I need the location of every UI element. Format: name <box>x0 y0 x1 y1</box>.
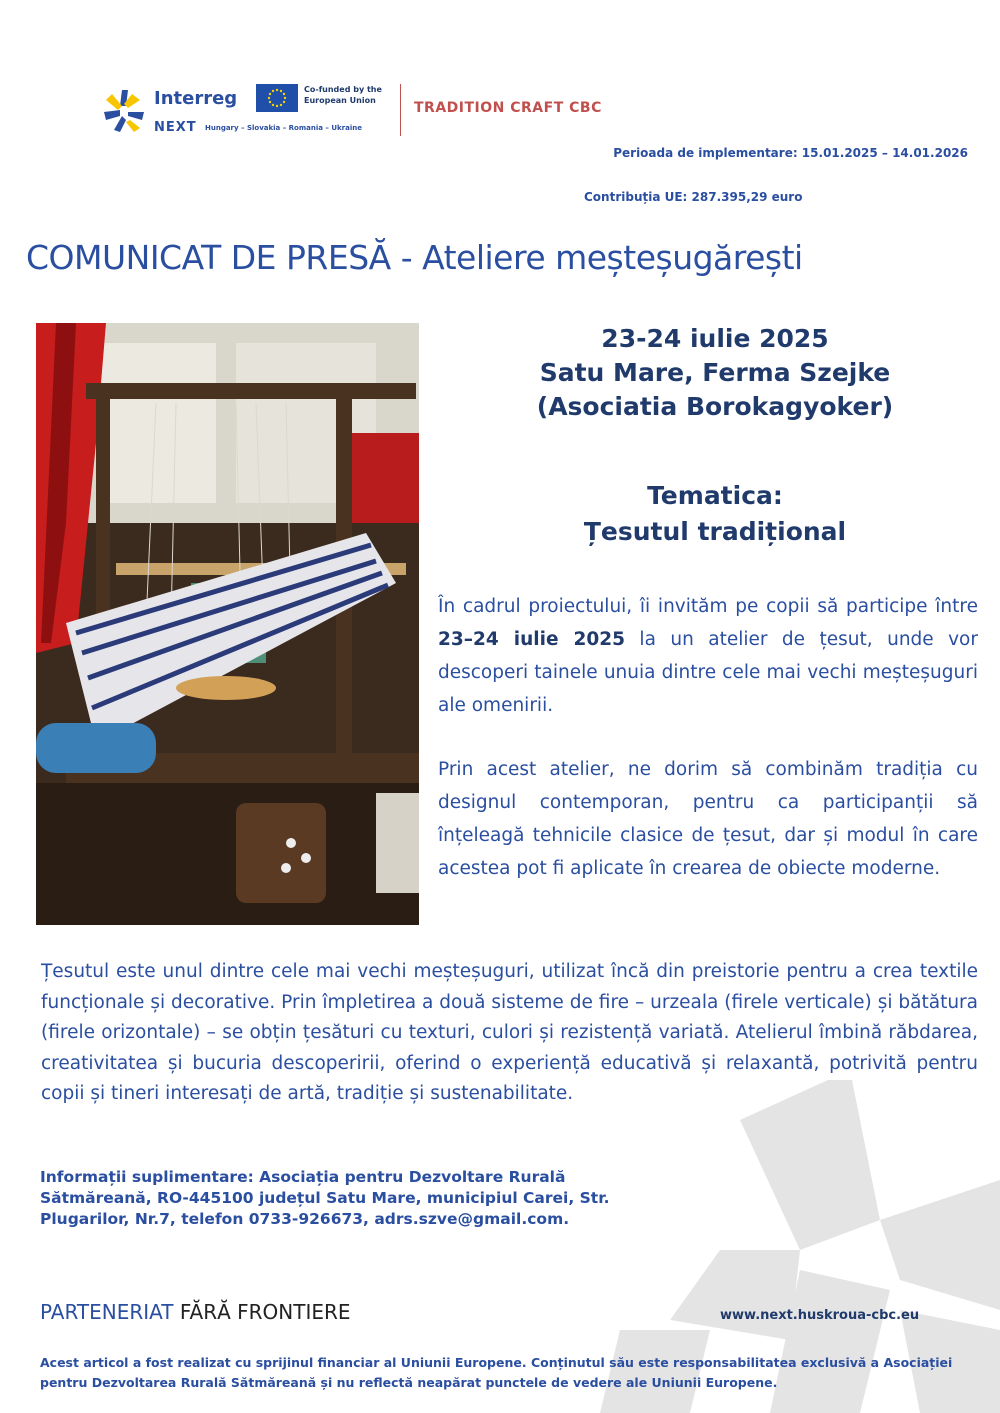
cofunded-label: Co-funded by the European Union <box>304 85 382 105</box>
contact-info: Informații suplimentare: Asociația pentru Dezvoltare Rurală Sătmăreană, RO-445100 județul Satu Mare, municipiul Carei, Str. Plugarilor, Nr.7, telefon 0733-926673, adrs.szve@gmail.com. <box>40 1168 610 1228</box>
event-date: 23-24 iulie 2025 <box>601 324 829 353</box>
event-details <box>430 322 1000 424</box>
website-link[interactable]: www.next.huskroua-cbc.eu <box>720 1308 920 1323</box>
interreg-wordmark: Interreg <box>154 88 238 109</box>
implementation-period: Perioada de implementare: 15.01.2025 – 14.01.2026 <box>613 146 968 160</box>
event-organizer: (Asociatia Borokagyoker) <box>536 392 894 421</box>
interreg-logo <box>100 80 420 140</box>
highlighted-dates: 23–24 iulie 2025 <box>438 629 625 650</box>
paragraph-invitation-text-start: În cadrul proiectului, îi invităm pe copii să participe între <box>438 596 978 617</box>
paragraph-weaving-description: Țesutul este unul dintre cele mai vechi meșteșuguri, utilizat încă din preistorie pentru a crea textile funcționale și decorative. Prin împletirea a două sisteme de fire – urzeala (firele verticale) și bătătura (firele orizontale) – se obțin țesături cu texturi, culori și rezistență variată. Atelierul îmbină răbdarea, creativitatea și bucuria descoperirii, oferind o experiență educativă și relaxantă, potrivită pentru copii și tineri interesați de artă, tradiție și sustenabilitate. <box>41 961 978 1104</box>
next-wordmark: NEXT <box>154 120 197 135</box>
event-location: Satu Mare, Ferma Szejke <box>539 358 891 387</box>
loom-photo <box>36 323 419 925</box>
interreg-star-icon <box>100 86 148 134</box>
paragraph-invitation-text-end: la un atelier de țesut, unde vor descoperi tainele unuia dintre cele mai vechi meșteșuguri ale omenirii. <box>438 629 978 716</box>
theme-label: Tematica: <box>647 481 783 510</box>
paragraph-goals: Prin acest atelier, ne dorim să combinăm tradiția cu designul contemporan, pentru ca participanții să înțeleagă tehnicile clasice de țesut, dar și modul în care acestea pot fi aplicate în crearea de obiecte moderne. <box>438 759 978 879</box>
event-theme <box>430 478 1000 550</box>
header-divider <box>400 84 401 136</box>
theme-title: Țesutul tradițional <box>583 517 847 546</box>
partnership-slogan <box>40 1300 351 1324</box>
eu-contribution: Contribuția UE: 287.395,29 euro <box>584 190 803 204</box>
paragraph-invitation <box>438 590 978 722</box>
page-title: COMUNICAT DE PRESĂ - Ateliere meșteșugărești <box>26 238 803 277</box>
slogan-part-1: PARTENERIAT <box>40 1300 174 1324</box>
slogan-part-2: FĂRĂ FRONTIERE <box>179 1300 351 1324</box>
program-countries: Hungary – Slovakia – Romania – Ukraine <box>205 124 362 132</box>
eu-flag-icon <box>256 84 298 112</box>
project-name: TRADITION CRAFT CBC <box>414 100 602 116</box>
eu-disclaimer: Acest articol a fost realizat cu sprijinul financiar al Uniunii Europene. Conținutul său este responsabilitatea exclusivă a Asociației pentru Dezvoltarea Rurală Sătmăreană și nu reflectă neapărat punctele de vedere ale Uniunii Europene. <box>40 1355 953 1390</box>
